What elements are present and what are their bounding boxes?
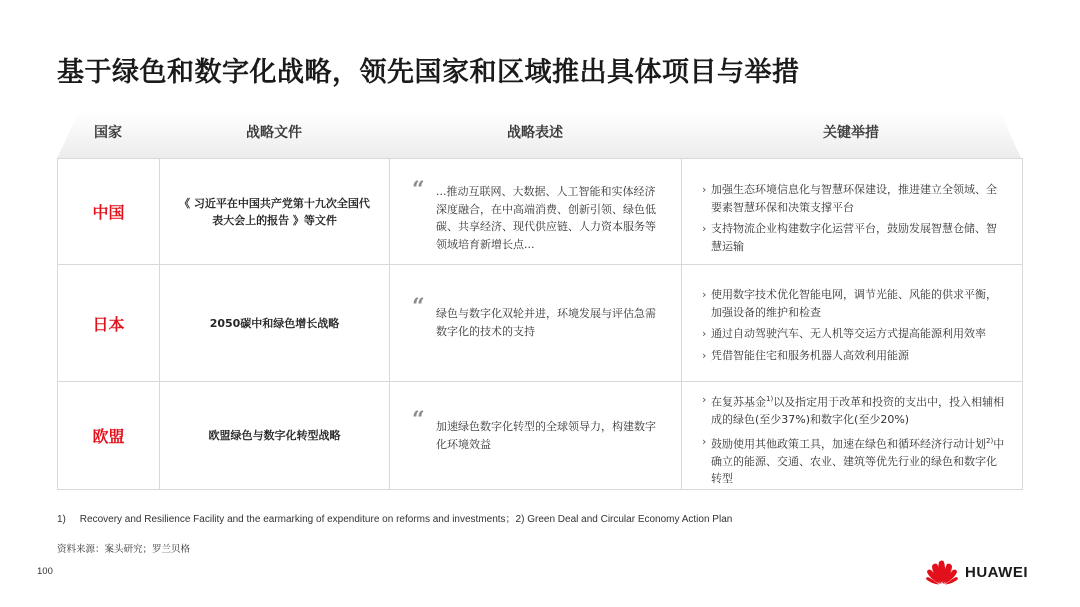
list-item: › 使用数字技术优化智能电网，调节光能、风能的供求平衡，加强设备的维护和检查 bbox=[702, 288, 997, 319]
table-row bbox=[58, 159, 1022, 265]
chevron-right-icon: › bbox=[702, 393, 707, 406]
chevron-right-icon: › bbox=[702, 183, 707, 196]
chevron-right-icon: › bbox=[702, 434, 707, 448]
chevron-right-icon: › bbox=[702, 327, 707, 340]
huawei-logo bbox=[925, 557, 1028, 587]
logo-text: HUAWEI bbox=[965, 563, 1028, 581]
measures-list bbox=[702, 286, 1007, 368]
strategy-statement: 加速绿色数字化转型的全球领导力，构建数字化环境效益 bbox=[436, 420, 656, 451]
country-label: 欧盟 bbox=[92, 427, 125, 446]
strategy-document: 2050碳中和绿色增长战略 bbox=[209, 316, 340, 330]
strategy-statement: 绿色与数字化双轮并进，环境发展与评估急需数字化的技术的支持 bbox=[436, 307, 656, 338]
strategy-document: 《 习近平在中国共产党第十九次全国代 表大会上的报告 》等文件 bbox=[179, 196, 370, 227]
source-note: 资料来源：案头研究；罗兰贝格 bbox=[57, 544, 191, 555]
strategy-document: 欧盟绿色与数字化转型战略 bbox=[208, 429, 341, 442]
chevron-right-icon: › bbox=[702, 348, 707, 362]
list-item: › 支持物流企业构建数字化运营平台，鼓励发展智慧仓储、智慧运输 bbox=[702, 222, 997, 253]
list-item: › 加强生态环境信息化与智慧环保建设，推进建立全领域、全要素智慧环保和决策支撑平台 bbox=[702, 183, 997, 214]
table-row bbox=[58, 265, 1022, 382]
strategy-statement: ...推动互联网、大数据、人工智能和实体经济深度融合，在中高端消费、创新引领、绿色低碳、共享经济、现代供应链、人力资本服务等领域培育新增长点... bbox=[436, 185, 656, 251]
page-number: 100 bbox=[37, 566, 53, 577]
table-row bbox=[58, 382, 1022, 490]
strategy-table bbox=[57, 158, 1023, 490]
huawei-flower-icon bbox=[925, 559, 959, 585]
country-label: 中国 bbox=[92, 203, 125, 222]
chevron-right-icon: › bbox=[702, 288, 707, 301]
header-country: 国家 bbox=[94, 125, 122, 141]
list-item: › 在复苏基金$^{1)}$以及指定用于改革和投资的支出中，投入相辅相成的绿色(至少37%)和数字化(至少20%) bbox=[702, 393, 1005, 427]
page-title: 基于绿色和数字化战略，领先国家和区域推出具体项目与举措 bbox=[57, 57, 800, 88]
footnote: 1) Recovery and Resilience Facility and the earmarking of expenditure on reforms and investments；2) Green Deal and Circular Economy Action Plan bbox=[57, 514, 733, 525]
quote-icon: “ bbox=[412, 407, 425, 433]
list-item: › 通过自动驾驶汽车、无人机等交运方式提高能源利用效率 bbox=[702, 325, 1007, 343]
measures-list bbox=[702, 391, 1007, 492]
header-document: 战略文件 bbox=[246, 125, 302, 141]
country-label: 日本 bbox=[92, 314, 125, 334]
header-statement: 战略表述 bbox=[507, 125, 563, 141]
quote-icon: “ bbox=[412, 177, 425, 203]
list-item: › 凭借智能住宅和服务机器人高效利用能源 bbox=[702, 347, 1007, 365]
measures-list bbox=[702, 181, 1007, 259]
header-measures: 关键举措 bbox=[823, 125, 879, 141]
chevron-right-icon: › bbox=[702, 222, 707, 235]
quote-icon: “ bbox=[412, 294, 425, 320]
list-item: › 鼓励使用其他政策工具，加速在绿色和循环经济行动计划$^{2)}$中确立的能源、交通、农业、建筑等优先行业的绿色和数字化转型 bbox=[702, 434, 1005, 486]
